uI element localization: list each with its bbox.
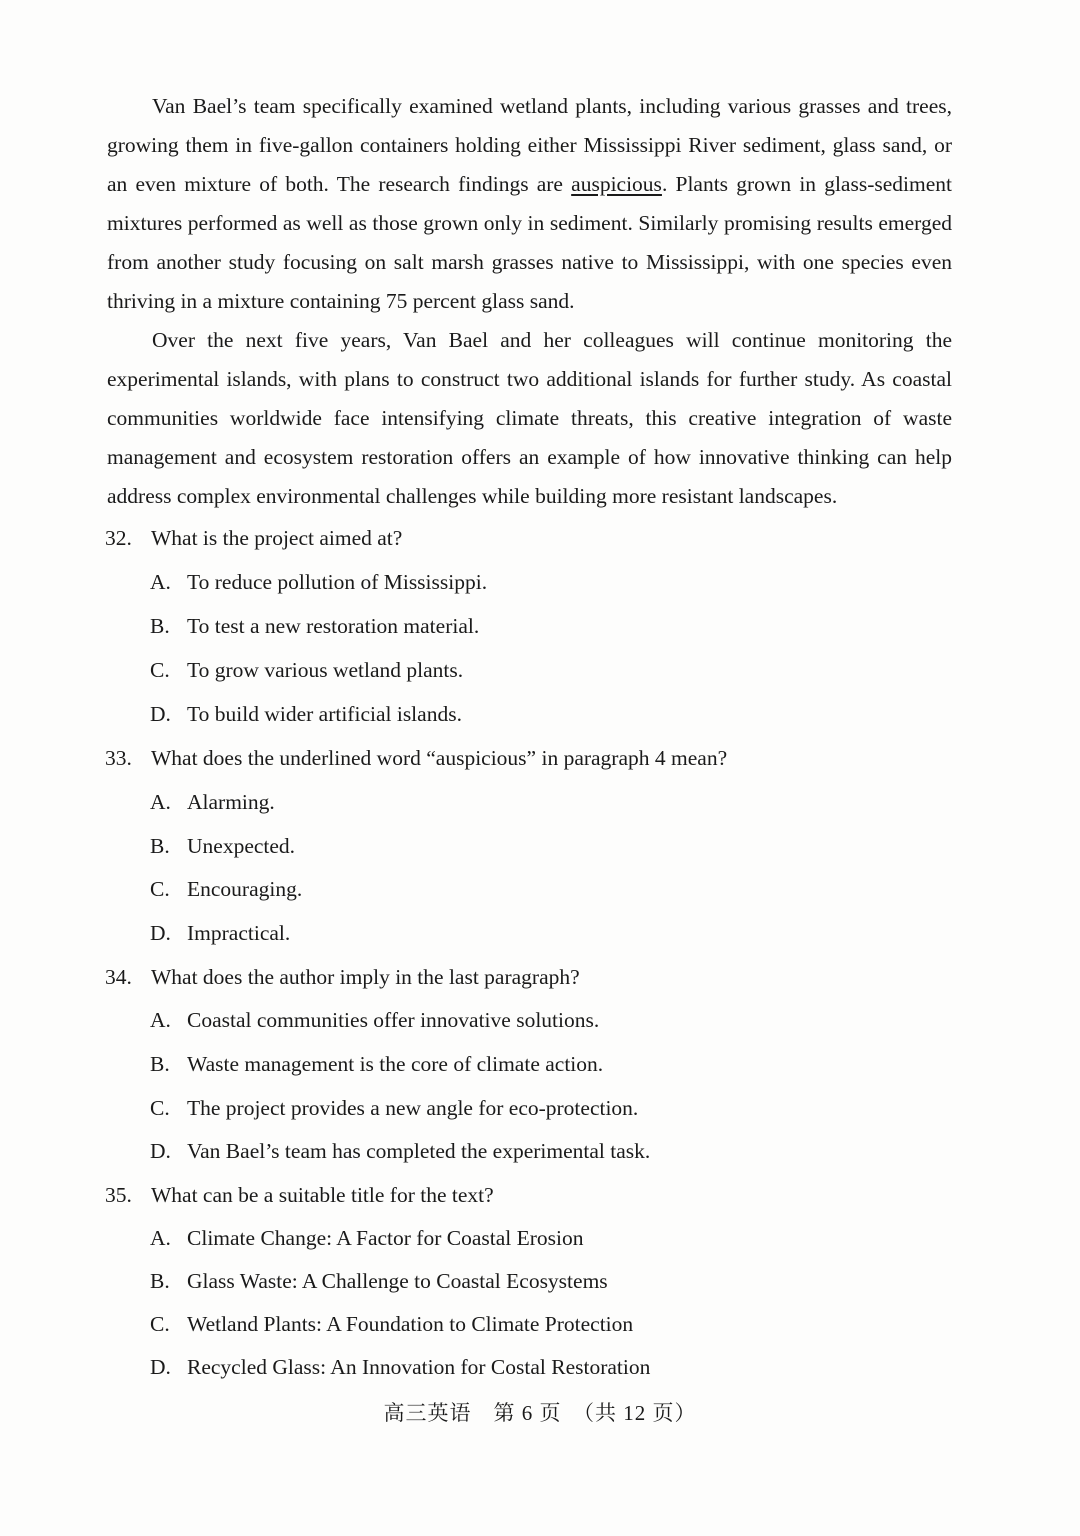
question-number: 33. bbox=[105, 746, 132, 770]
option-letter: A. bbox=[150, 570, 171, 594]
option-33-a bbox=[150, 787, 275, 817]
question-34 bbox=[105, 962, 580, 992]
option-35-d bbox=[150, 1352, 650, 1382]
paragraph-1 bbox=[107, 87, 952, 321]
option-34-c bbox=[150, 1093, 638, 1123]
option-text: Wetland Plants: A Foundation to Climate Protection bbox=[187, 1312, 634, 1336]
option-33-d bbox=[150, 918, 290, 948]
option-35-b bbox=[150, 1266, 608, 1296]
option-33-c bbox=[150, 874, 302, 904]
option-32-a bbox=[150, 567, 487, 597]
option-35-c bbox=[150, 1309, 633, 1339]
option-text: Climate Change: A Factor for Coastal Erosion bbox=[187, 1226, 584, 1250]
question-35 bbox=[105, 1180, 494, 1210]
question-number: 32. bbox=[105, 526, 132, 550]
question-text: What can be a suitable title for the text? bbox=[151, 1183, 494, 1207]
option-text: To grow various wetland plants. bbox=[187, 658, 464, 682]
option-letter: C. bbox=[150, 658, 170, 682]
question-text: What does the underlined word “auspicious” in paragraph 4 mean? bbox=[151, 746, 728, 770]
option-letter: D. bbox=[150, 702, 171, 726]
question-text: What is the project aimed at? bbox=[151, 526, 403, 550]
option-letter: C. bbox=[150, 1096, 170, 1120]
option-letter: D. bbox=[150, 1355, 171, 1379]
option-letter: B. bbox=[150, 834, 170, 858]
question-number: 35. bbox=[105, 1183, 132, 1207]
option-text: To test a new restoration material. bbox=[187, 614, 480, 638]
option-text: To build wider artificial islands. bbox=[187, 702, 462, 726]
option-32-d bbox=[150, 699, 462, 729]
option-text: Alarming. bbox=[187, 790, 275, 814]
option-text: Unexpected. bbox=[187, 834, 296, 858]
paragraph-1-text-end: . Plants grown in glass-sediment mixtures performed as well as those grown only in sediment. Similarly promising results emerged from another study focusing on salt marsh grasses native to Mississippi, with one species even thriving in a mixture containing 75 percent glass sand. bbox=[107, 172, 952, 313]
option-letter: B. bbox=[150, 1269, 170, 1293]
option-32-c bbox=[150, 655, 463, 685]
option-letter: D. bbox=[150, 921, 171, 945]
option-34-b bbox=[150, 1049, 603, 1079]
option-letter: A. bbox=[150, 790, 171, 814]
page-footer: 高三英语 第 6 页 （共 12 页） bbox=[383, 1401, 697, 1425]
option-letter: A. bbox=[150, 1226, 171, 1250]
paragraph-1-text-start: Van Bael’s team specifically examined wetland plants, including various grasses and trees, growing them in five-gallon containers holding either Mississippi River sediment, glass sand, or an even mixture of both. The research findings are bbox=[107, 94, 952, 196]
option-34-d bbox=[150, 1136, 650, 1166]
option-text: Encouraging. bbox=[187, 877, 303, 901]
paragraph-2: Over the next five years, Van Bael and her colleagues will continue monitoring the experimental islands, with plans to construct two additional islands for further study. As coastal communities worldwide face intensifying climate threats, this creative integration of waste management and ecosystem restoration offers an example of how innovative thinking can help address complex environmental challenges while building more resistant landscapes. bbox=[107, 328, 952, 508]
option-letter: A. bbox=[150, 1008, 171, 1032]
option-letter: D. bbox=[150, 1139, 171, 1163]
option-text: Waste management is the core of climate action. bbox=[187, 1052, 604, 1076]
option-35-a bbox=[150, 1223, 584, 1253]
option-letter: B. bbox=[150, 1052, 170, 1076]
underlined-word: auspicious bbox=[571, 172, 662, 196]
question-33 bbox=[105, 743, 727, 773]
option-text: Coastal communities offer innovative solutions. bbox=[187, 1008, 600, 1032]
question-number: 34. bbox=[105, 965, 132, 989]
option-letter: C. bbox=[150, 1312, 170, 1336]
option-letter: B. bbox=[150, 614, 170, 638]
option-33-b bbox=[150, 831, 295, 861]
option-text: To reduce pollution of Mississippi. bbox=[187, 570, 488, 594]
option-32-b bbox=[150, 611, 479, 641]
option-text: The project provides a new angle for eco-protection. bbox=[187, 1096, 639, 1120]
option-text: Recycled Glass: An Innovation for Costal Restoration bbox=[187, 1355, 651, 1379]
option-text: Van Bael’s team has completed the experimental task. bbox=[187, 1139, 651, 1163]
question-32 bbox=[105, 523, 402, 553]
option-34-a bbox=[150, 1005, 599, 1035]
question-text: What does the author imply in the last paragraph? bbox=[151, 965, 580, 989]
option-text: Impractical. bbox=[187, 921, 291, 945]
option-letter: C. bbox=[150, 877, 170, 901]
option-text: Glass Waste: A Challenge to Coastal Ecosystems bbox=[187, 1269, 608, 1293]
